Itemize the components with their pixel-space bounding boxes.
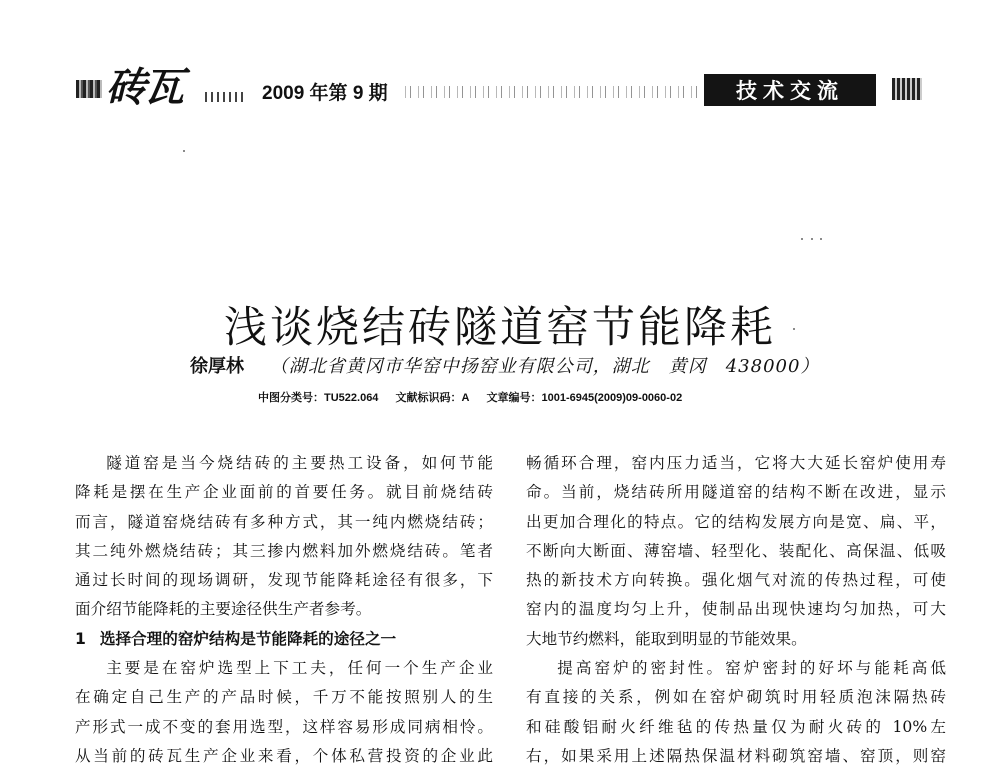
paragraph-line: 大地节约燃料，能取到明显的节能效果。	[526, 629, 807, 648]
paragraph-line: 畅循环合理，窑内压力适当，它将大大延长窑炉使用寿	[526, 454, 946, 472]
paragraph-line: 面介绍节能降耗的主要途径供生产者参考。	[75, 600, 372, 619]
header-ornament-left	[76, 80, 102, 98]
scan-speck	[811, 238, 813, 240]
logo-ornament	[205, 92, 247, 102]
article-title: 浅谈烧结砖隧道窑节能降耗	[224, 302, 776, 353]
paragraph-line: 主要是在窑炉选型上下工夫，任何一个生产企业	[106, 659, 493, 678]
article-number: 文章编号：1001-6945(2009)09-0060-02	[486, 392, 683, 404]
journal-logo: 砖瓦	[106, 64, 182, 111]
paragraph-line: 热的新技术方向转换。强化烟气对流的传热过程，可使	[526, 571, 946, 590]
paragraph-line: 通过长时间的现场调研，发现节能降耗途径有很多，下	[75, 571, 493, 590]
paragraph-line: 有直接的关系，例如在窑炉砌筑时用轻质泡沫隔热砖	[526, 688, 946, 707]
paragraph-line: 提高窑炉的密封性。窑炉密封的好坏与能耗高低	[557, 659, 946, 678]
author-name: 徐厚林	[190, 356, 244, 377]
header-rule	[405, 86, 705, 98]
paragraph-line: 而言，隧道窑烧结砖有多种方式，其一纯内燃烧结砖；	[75, 512, 493, 531]
header-ornament-right	[892, 78, 922, 100]
running-header	[0, 62, 1000, 122]
section-heading-text: 选择合理的窑炉结构是节能降耗的途径之一	[99, 629, 397, 648]
paragraph-line: 在确定自己生产的产品时候，千万不能按照别人的生	[75, 688, 493, 707]
scan-speck	[801, 238, 803, 240]
article-metadata	[258, 389, 696, 405]
paragraph-line: 窑内的温度均匀上升，使制品出现快速均匀加热，可大	[526, 600, 946, 619]
paragraph-line: 产形式一成不变的套用选型，这样容易形成同病相怜。	[75, 717, 493, 736]
section-number: 1	[75, 629, 86, 648]
author-affiliation: （湖北省黄冈市华窑中扬窑业有限公司，湖北 黄冈 438000）	[269, 356, 820, 377]
scan-speck	[183, 150, 185, 152]
section-heading	[75, 625, 493, 654]
document-code: 文献标识码：A	[395, 392, 470, 404]
body-column-right	[526, 449, 946, 771]
paragraph-line: 降耗是摆在生产企业面前的首要任务。就目前烧结砖	[75, 483, 493, 502]
scan-speck	[820, 238, 822, 240]
paragraph-line: 从当前的砖瓦生产企业来看，个体私营投资的企业此	[75, 746, 493, 765]
issue-label: 2009 年第 9 期	[262, 83, 388, 104]
paragraph-line: 其二纯外燃烧结砖；其三掺内燃料加外燃烧结砖。笔者	[75, 541, 493, 560]
body-column-left	[75, 449, 493, 771]
paragraph-line: 和硅酸铝耐火纤维毡的传热量仅为耐火砖的 10%左	[526, 717, 946, 736]
paragraph-line: 不断向大断面、薄窑墙、轻型化、装配化、高保温、低吸	[526, 541, 946, 560]
paragraph-line: 右，如果采用上述隔热保温材料砌筑窑墙、窑顶，则窑	[526, 746, 946, 765]
paragraph-line: 命。当前，烧结砖所用隧道窑的结构不断在改进，显示	[526, 483, 946, 502]
paragraph-line: 出更加合理化的特点。它的结构发展方向是宽、扁、平，	[526, 512, 946, 531]
byline	[190, 352, 819, 378]
paragraph-line: 隧道窑是当今烧结砖的主要热工设备，如何节能	[106, 454, 493, 472]
section-label: 技术交流	[704, 74, 876, 106]
clc-number: 中图分类号：TU522.064	[258, 392, 379, 404]
